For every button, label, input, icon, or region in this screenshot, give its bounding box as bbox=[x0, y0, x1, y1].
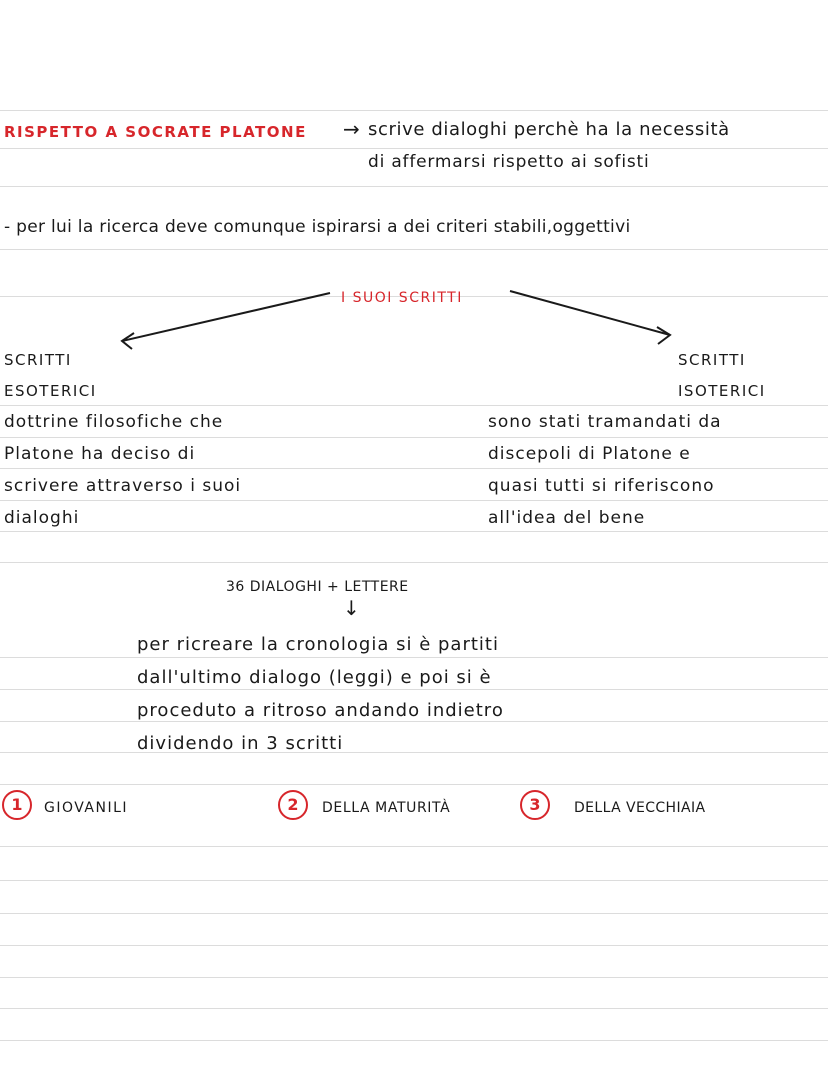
center-title: I SUOI SCRITTI bbox=[341, 290, 463, 306]
period-3-number-badge: 3 bbox=[520, 790, 550, 820]
period-1-label: GIOVANILI bbox=[44, 800, 129, 816]
left-branch-title-2: ESOTERICI bbox=[4, 382, 97, 400]
left-branch-arrow bbox=[122, 293, 330, 341]
right-branch-line: quasi tutti si riferiscono bbox=[488, 476, 715, 496]
dialogues-line: dividendo in 3 scritti bbox=[137, 733, 344, 754]
left-branch-line: scrivere attraverso i suoi bbox=[4, 476, 242, 496]
right-branch-line: discepoli di Platone e bbox=[488, 444, 691, 464]
dialogues-line: dall'ultimo dialogo (leggi) e poi si è bbox=[137, 667, 492, 688]
dialogues-line: proceduto a ritroso andando indietro bbox=[137, 700, 504, 721]
left-arrowhead-icon bbox=[122, 333, 134, 349]
down-arrow-icon: ↓ bbox=[343, 596, 361, 620]
right-arrowhead-icon bbox=[657, 327, 670, 344]
right-branch-arrow bbox=[510, 291, 670, 335]
left-branch-line: dialoghi bbox=[4, 508, 80, 528]
header-line-1: scrive dialoghi perchè ha la necessità bbox=[368, 119, 730, 140]
right-branch-line: all'idea del bene bbox=[488, 508, 646, 528]
dialogues-line: per ricreare la cronologia si è partiti bbox=[137, 634, 499, 655]
period-2-number-badge: 2 bbox=[278, 790, 308, 820]
header-title: RISPETTO A SOCRATE PLATONE bbox=[4, 123, 307, 141]
left-branch-line: Platone ha deciso di bbox=[4, 444, 196, 464]
left-branch-line: dottrine filosofiche che bbox=[4, 412, 224, 432]
period-1-number-badge: 1 bbox=[2, 790, 32, 820]
right-branch-title-2: ISOTERICI bbox=[678, 382, 766, 400]
period-2-label: DELLA MATURITÀ bbox=[322, 800, 451, 816]
left-branch-title-1: SCRITTI bbox=[4, 351, 72, 369]
dialogues-label: 36 DIALOGHI + LETTERE bbox=[226, 579, 409, 595]
period-3-label: DELLA VECCHIAIA bbox=[574, 800, 706, 816]
right-branch-line: sono stati tramandati da bbox=[488, 412, 722, 432]
right-branch-title-1: SCRITTI bbox=[678, 351, 746, 369]
header-line-2: di affermarsi rispetto ai sofisti bbox=[368, 152, 650, 172]
note-line: - per lui la ricerca deve comunque ispirarsi a dei criteri stabili,oggettivi bbox=[4, 217, 631, 237]
header-arrow-icon: → bbox=[343, 117, 361, 141]
